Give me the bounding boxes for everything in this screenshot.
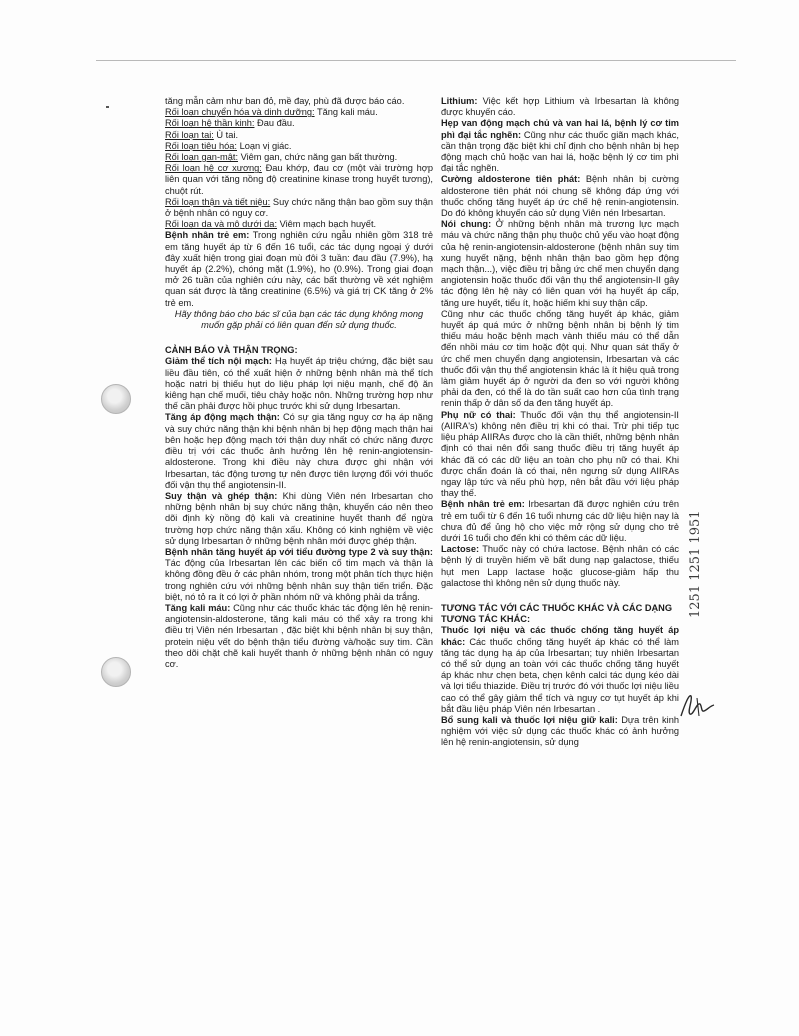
report-note: Hãy thông báo cho bác sĩ của bạn các tác dụng không mong muốn gặp phải có liên quan đến sử dụng thuốc. <box>174 308 424 331</box>
paragraph: Nói chung: Ở những bệnh nhân mà trương lực mạch máu và chức năng thận phụ thuộc chủ yếu vào hoạt động của hệ renin-angiotensin-aldosterone (bệnh nhân suy tim xung huyết nặng, bệnh nhân thận bao gồm hẹp động mạch thận...), việc điều trị bằng ức chế men chuyển dạng angiotensin hoặc thuốc đối vận thụ thể angiotensin-II gây tác động lên hệ này có liên quan với hạ huyết áp cấp, tăng ure huyết, tiểu ít, hoặc hiếm khi suy thận cấp. <box>441 219 679 308</box>
paragraph: Rối loạn hệ thần kinh: Đau đầu. <box>165 118 295 129</box>
paragraph: Lithium: Việc kết hợp Lithium và Irbesartan là không được khuyến cáo. <box>441 96 679 118</box>
paragraph: Bổ sung kali và thuốc lợi niệu giữ kali: Dựa trên kinh nghiệm với việc sử dụng các thuốc khác có ảnh hưởng lên hệ renin-angiotensin, sử dụng <box>441 714 679 748</box>
paragraph: Rối loạn chuyển hóa và dinh dưỡng: Tăng kali máu. <box>165 107 378 118</box>
punch-hole-top <box>101 384 131 414</box>
paragraph: Rối loạn da và mô dưới da: Viêm mạch bạch huyết. <box>165 219 377 230</box>
paragraph: Tăng kali máu: Cũng như các thuốc khác tác động lên hệ renin-angiotensin-aldosterone, tăng kali máu có thể xảy ra trong khi điều trị Viên nén Irbesartan , đặc biệt khi bệnh nhân bị suy thận, protein niệu vết do bệnh thận tiểu đường và/hoặc suy tim. Cần theo dõi chặt chẽ kali huyết thanh ở những bệnh nhân có nguy cơ. <box>165 602 433 669</box>
paragraph: Cũng như các thuốc chống tăng huyết áp khác, giảm huyết áp quá mức ở những bệnh nhân bị bệnh lý tim thiếu máu hoặc bệnh mạch vành thiếu máu có thể dẫn đến nhồi máu cơ tim hoặc đột quị. Như quan sát thấy ở ức chế men chuyển dạng angiotensin, Irbesartan và các thuốc đối vận thụ thể angiotensin khác là ít hiệu quả trong làm giảm huyết áp ở người da đen so với người không phải da đen, có thể là do tần suất cao hơn của tình trạng renin thấp ở dân số da đen tăng huyết áp. <box>441 308 679 409</box>
left-column <box>165 96 433 670</box>
paragraph: Rối loạn hệ cơ xương: Đau khớp, đau cơ (một vài trường hợp liên quan với tăng nồng độ creatinine kinase trong huyết tương), chuột rút. <box>165 163 433 196</box>
paragraph: Lactose: Thuốc này có chứa lactose. Bệnh nhân có các bệnh lý di truyền hiếm về bất dung nạp galactose, thiếu hụt men Lapp lactase hoặc glucose-giảm hấp thu galactose thì không nên sử dụng thuốc này. <box>441 544 679 588</box>
paragraph: Bệnh nhân trẻ em: Irbesartan đã được nghiên cứu trên trẻ em tuổi từ 6 đến 16 tuổi nhưng các dữ liệu hiện nay là chưa đủ để ủng hộ cho việc mở rộng sử dụng cho trẻ dưới 16 tuổi cho đến khi có thêm các dữ liệu. <box>441 499 679 543</box>
paragraph: Bệnh nhân trẻ em: Trong nghiên cứu ngẫu nhiên gồm 318 trẻ em tăng huyết áp từ 6 đến 16 tuổi, các tác dụng ngoại ý dưới đây xuất hiện trong giai đoạn mù đôi 3 tuần: đau đầu (7.9%), hạ huyết áp (2.2%), chóng mặt (1.9%), ho (0.9%). Trong giai đoạn mở 26 tuần của nghiên cứu này, các bất thường về xét nghiệm quan sát được là tăng creatinine (6.5%) và giá trị CK tăng ở 2% trẻ em. <box>165 230 433 308</box>
punch-hole-bottom <box>101 657 131 687</box>
paragraph: Phụ nữ có thai: Thuốc đối vận thụ thể angiotensin-II (AIIRA's) không nên điều trị khi có thai. Trừ phi tiếp tục liệu pháp AIIRAs được cho là cần thiết, những bệnh nhân định có thai nên đổi sang thuốc điều trị tăng huyết áp khác đã có các dữ liệu an toàn cho phụ nữ có thai. Khi được chẩn đoán là có thai, nên ngưng sử dụng AIIRAs ngay lập tức và nếu phù hợp, nên bắt đầu với liệu pháp thay thế. <box>441 409 679 499</box>
paragraph: Rối loạn tai: Ù tai. <box>165 129 239 140</box>
paragraph: Giảm thể tích nội mạch: Hạ huyết áp triệu chứng, đặc biệt sau liều đầu tiên, có thể xuất hiện ở những bệnh nhân mà thể tích hoặc natri bị thiếu hụt do liệu pháp lợi niệu mạnh, chế độ ăn kiêng hạn chế muối, tiêu chảy hoặc nôn. Những trường hợp như thế cần phải được hồi phục trước khi sử dụng Irbesartan. <box>165 356 433 412</box>
paragraph: Bệnh nhân tăng huyết áp với tiểu đường type 2 và suy thận: Tác động của Irbesartan lên các biến cố tim mạch và thận là không đồng đều ở các phân nhóm, trong một phân tích thực hiện trong nghiên cứu với những bệnh nhân suy thận tiến triển. Đặc biệt, nó tỏ ra ít có lợi ở phần nhóm nữ và không phải da trắng. <box>165 546 433 602</box>
signature-mark <box>677 690 717 720</box>
paragraph: Suy thận và ghép thận: Khi dùng Viên nén Irbesartan cho những bệnh nhân bị suy chức năng thận, khuyến cáo nên theo dõi định kỳ nồng độ kali và creatinine huyết thanh để ngừa trường hợp chức năng thận xấu. Không có kinh nghiệm về việc sử dụng Irbesartan ở những bệnh nhân mới được ghép thận. <box>165 490 433 546</box>
paragraph: Hẹp van động mạch chủ và van hai lá, bệnh lý cơ tim phì đại tắc nghẽn: Cũng như các thuốc giãn mạch khác, cần thận trọng đặc biệt khi chỉ định cho bệnh nhân bị hẹp động mạch chủ hoặc van hai lá, hoặc bệnh lý cơ tim phì đại tắc nghẽn. <box>441 118 680 174</box>
margin-stamp: 1251 1251 1951 <box>688 510 703 618</box>
paragraph: Thuốc lợi niệu và các thuốc chống tăng huyết áp khác: Các thuốc chống tăng huyết áp khác có thể làm tăng tác dụng hạ áp của Irbesartan; tuy nhiên Irbesartan có thể sử dụng an toàn với các thuốc chống tăng huyết áp khác như chẹn beta, chẹn kênh calci tác dụng kéo dài và lợi tiểu thiazide. Điều trị trước đó với thuốc lợi niệu liều cao có thể gây giảm thể tích và nguy cơ tụt huyết áp khi bắt đầu liệu pháp Viên nén Irbesartan . <box>441 625 679 714</box>
paragraph: Rối loạn gan-mật: Viêm gan, chức năng gan bất thường. <box>165 152 398 163</box>
paragraph: Rối loạn tiêu hóa: Loạn vị giác. <box>165 140 292 151</box>
paragraph: tăng mẫn cảm như ban đỏ, mề đay, phù đã được báo cáo. <box>165 96 405 106</box>
paragraph: Cường aldosterone tiên phát: Bệnh nhân bị cường aldosterone tiên phát nói chung sẽ không đáp ứng với thuốc chống tăng huyết áp ức chế hệ renin-angiotensin. Do đó không khuyến cáo sử dụng Viên nén Irbesartan. <box>441 174 679 219</box>
paragraph: Tăng áp động mạch thận: Có sự gia tăng nguy cơ hạ áp nặng và suy chức năng thận khi bệnh nhân bị hẹp động mạch thận hai bên hoặc hẹp động mạch tới thận duy nhất có chức năng được điều trị với các thuốc ảnh hưởng lên hệ renin-angiotensin-aldosterone. Trong khi điều này chưa được ghi nhận với Irbesartan, tác động tương tự nên được tiên lượng đối với thuốc đối vận thụ thể angiotensin-II. <box>165 412 433 490</box>
right-column <box>441 96 679 749</box>
paragraph: Rối loạn thận và tiết niệu: Suy chức năng thận bao gồm suy thận ở bệnh nhân có nguy cơ. <box>165 196 433 219</box>
top-rule <box>96 60 736 61</box>
section-heading: CẢNH BÁO VÀ THẬN TRỌNG: <box>165 345 298 356</box>
scan-speck <box>106 106 109 108</box>
section-heading: TƯƠNG TÁC VỚI CÁC THUỐC KHÁC VÀ CÁC DẠNG TƯƠNG TÁC KHÁC: <box>441 602 673 625</box>
